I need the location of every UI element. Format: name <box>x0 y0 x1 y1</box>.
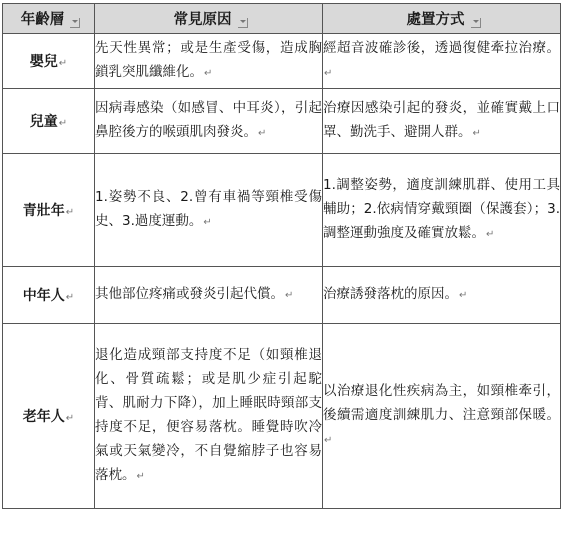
age-label: 嬰兒 <box>29 54 58 70</box>
paragraph-mark-icon: ↵ <box>324 435 333 446</box>
table-row <box>3 154 561 267</box>
paragraph-mark-icon: ↵ <box>58 58 68 69</box>
treatment-text: 以治療退化性疾病為主，如頸椎牽引，後續需適度訓練肌力、注意頸部保暖。 <box>323 383 560 423</box>
age-cell <box>3 267 95 324</box>
table-row <box>3 89 561 154</box>
cause-cell[interactable] <box>95 89 323 154</box>
age-cell <box>3 154 95 267</box>
cause-cell[interactable] <box>95 267 323 324</box>
treatment-cell[interactable] <box>323 89 561 154</box>
paragraph-mark-icon: ↵ <box>258 128 267 139</box>
cause-text: 退化造成頸部支持度不足（如頸椎退化、骨質疏鬆；或是肌少症引起駝背、肌耐力下降），加上睡眠時頸部支持度不足，便容易落枕。睡覺時吹冷氣或天氣變冷，不自覺縮脖子也容易落枕。 <box>95 347 322 483</box>
age-label: 兒童 <box>29 114 58 130</box>
paragraph-mark-icon: ↵ <box>204 68 213 79</box>
cause-text: 先天性異常；或是生產受傷，造成胸鎖乳突肌纖維化。 <box>95 40 322 80</box>
paragraph-mark-icon: ↵ <box>65 413 75 424</box>
table-row <box>3 324 561 509</box>
paragraph-mark-icon: ↵ <box>65 207 75 218</box>
cause-treatment-table <box>2 3 561 509</box>
treatment-text: 經超音波確診後，透過復健牽拉治療。 <box>323 40 560 56</box>
age-cell <box>3 89 95 154</box>
filter-dropdown-icon[interactable] <box>70 18 80 28</box>
cause-text: 1.姿勢不良、2.曾有車禍等頸椎受傷史、3.過度運動。 <box>95 189 322 229</box>
header-age <box>3 4 95 34</box>
treatment-text: 治療因感染引起的發炎，並確實戴上口罩、勤洗手、避開人群。 <box>323 100 560 140</box>
paragraph-mark-icon: ↵ <box>58 118 68 129</box>
treatment-text: 治療誘發落枕的原因。 <box>323 286 458 302</box>
table-row <box>3 267 561 324</box>
table-row <box>3 34 561 89</box>
cause-cell[interactable] <box>95 34 323 89</box>
paragraph-mark-icon: ↵ <box>65 292 75 303</box>
paragraph-mark-icon: ↵ <box>459 290 468 301</box>
header-cause-label: 常見原因 <box>173 12 232 28</box>
paragraph-mark-icon: ↵ <box>486 229 495 240</box>
age-cell <box>3 34 95 89</box>
cause-text: 其他部位疼痛或發炎引起代償。 <box>95 286 284 302</box>
treatment-cell[interactable] <box>323 324 561 509</box>
header-row <box>3 4 561 34</box>
header-age-label: 年齡層 <box>20 12 65 28</box>
filter-dropdown-icon[interactable] <box>471 18 481 28</box>
cause-text: 因病毒感染（如感冒、中耳炎），引起鼻腔後方的喉頭肌肉發炎。 <box>95 100 322 140</box>
paragraph-mark-icon: ↵ <box>285 290 294 301</box>
treatment-text: 1.調整姿勢，適度訓練肌群、使用工具輔助；2.依病情穿戴頸圈（保護套）；3.調整運動強度及確實放鬆。 <box>323 177 560 241</box>
treatment-cell[interactable] <box>323 154 561 267</box>
treatment-cell[interactable] <box>323 267 561 324</box>
header-treatment <box>323 4 561 34</box>
cause-cell[interactable] <box>95 154 323 267</box>
header-cause <box>95 4 323 34</box>
filter-dropdown-icon[interactable] <box>238 18 248 28</box>
paragraph-mark-icon: ↵ <box>324 68 333 79</box>
age-label: 中年人 <box>22 288 65 304</box>
cause-cell[interactable] <box>95 324 323 509</box>
paragraph-mark-icon: ↵ <box>203 217 212 228</box>
age-label: 青壯年 <box>22 203 65 219</box>
treatment-cell[interactable] <box>323 34 561 89</box>
age-label: 老年人 <box>22 409 65 425</box>
paragraph-mark-icon: ↵ <box>136 471 145 482</box>
paragraph-mark-icon: ↵ <box>472 128 481 139</box>
header-treatment-label: 處置方式 <box>406 12 465 28</box>
age-cell <box>3 324 95 509</box>
